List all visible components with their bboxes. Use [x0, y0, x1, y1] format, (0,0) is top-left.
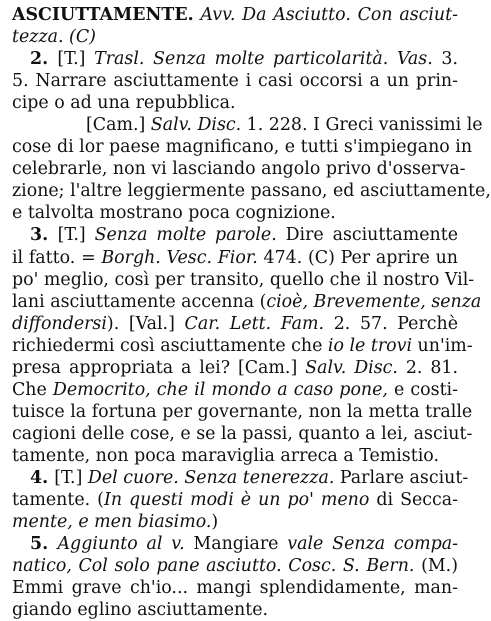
sense-2-definition: Trasl. Senza molte particolarità. Vas. [94, 49, 433, 70]
citation-1-line-4: zione; l'altre leggiermente passano, ed asciuttamente, [12, 181, 491, 202]
sense-5-definition: Aggiunto al v. [57, 534, 185, 555]
sense-3-source-3: Salv. Disc. [305, 357, 398, 378]
sense-3-source-2: Car. Lett. Fam. [184, 313, 325, 334]
citation-1-source: Salv. Disc. [150, 115, 242, 136]
entry-line-1 [12, 4, 458, 26]
sense-3-line-8: Che Democrito, che il mondo a caso pone, e costi- [12, 379, 458, 400]
sense-3-definition: Senza molte parole. [94, 225, 277, 246]
sense-2-line-1 [12, 48, 458, 70]
sense-3-source-1: Borgh. Vesc. Fior. [101, 247, 258, 268]
sense-2-tag: [T.] [57, 49, 95, 70]
sense-2-line-3: cipe o ad una repubblica. [12, 93, 236, 114]
sense-5-number: 5. [30, 534, 58, 555]
sense-5-line-4: giando eglino asciuttamente. [12, 600, 269, 621]
sense-3-number: 3. [30, 225, 58, 246]
sense-3-text: Dire asciuttamente [276, 225, 458, 246]
citation-1-line-1 [12, 114, 483, 136]
entry-line-2: tezza. (C) [12, 27, 96, 48]
sense-3-line-7: presa appropriata a lei? [Cam.] Salv. Disc. 2. 81. [12, 357, 458, 378]
sense-5-source: natico, Col solo pane asciutto. Cosc. S. Bern. [12, 556, 415, 577]
sense-4-line-2: tamente. (In questi modi è un po' meno di Secca- [12, 490, 458, 511]
citation-1-tag: [Cam.] [86, 115, 151, 136]
sense-4-definition: Del cuore. Senza tenerezza. [87, 467, 335, 488]
sense-3-line-9: tuisce la fortuna per governante, non la metta tralle [12, 401, 473, 422]
sense-3-line-3: po' meglio, così per transito, quello che il nostro Vil- [12, 269, 475, 290]
citation-1-line-2: cose di lor paese magnificano, e tutti s'impiegano in [12, 137, 473, 158]
sense-4-number: 4. [30, 467, 55, 488]
sense-5-line-1: 5. Aggiunto al v. Mangiare vale Senza compa- [30, 534, 458, 555]
sense-4-line-3: mente, e men biasimo.) [12, 512, 219, 533]
sense-5-line-3: Emmi grave ch'io... mangi splendidamente, man- [12, 578, 458, 599]
sense-5-line-2: natico, Col solo pane asciutto. Cosc. S. Bern. (M.) [12, 556, 458, 577]
citation-1-line-5: e talvolta mostrano poca cognizione. [12, 203, 336, 224]
entry-intro: Avv. Da Asciutto. Con asciut- [193, 5, 458, 25]
citation-1-line-3: celebrarle, non vi lasciando angolo privo d'osserva- [12, 159, 466, 180]
sense-3-tag: [T.] [57, 225, 95, 246]
sense-2-line-2: 5. Narrare asciuttamente i casi occorsi a un prin- [12, 71, 458, 92]
sense-3-line-2: il fatto. = Borgh. Vesc. Fior. 474. (C) Per aprire un [12, 247, 458, 268]
dictionary-entry [12, 4, 491, 621]
sense-2-number: 2. [30, 49, 58, 70]
sense-4-tag: [T.] [54, 467, 88, 488]
sense-3-line-4: lani asciuttamente accenna (cioè, Brevemente, senza [12, 291, 482, 312]
sense-4-line-1: 4. [T.] Del cuore. Senza tenerezza. Parlare asciut- [30, 467, 469, 488]
sense-3-line-10: cagioni delle cose, e se la passi, quanto a lei, asciut- [12, 423, 473, 444]
citation-1-text: 1. 228. I Greci vanissimi le [241, 115, 483, 136]
sense-3-line-5: diffondersi). [Val.] Car. Lett. Fam. 2. 57. Perchè [12, 313, 459, 334]
sense-3-line-1 [12, 224, 458, 246]
sense-3-line-6: richiedermi così asciuttamente che io le trovi un'im- [12, 335, 473, 356]
sense-3-line-11: tamente, non poca maraviglia arreca a Temistio. [12, 445, 439, 466]
sense-2-reference: 3. [432, 49, 458, 70]
headword: ASCIUTTAMENTE. [12, 5, 194, 25]
